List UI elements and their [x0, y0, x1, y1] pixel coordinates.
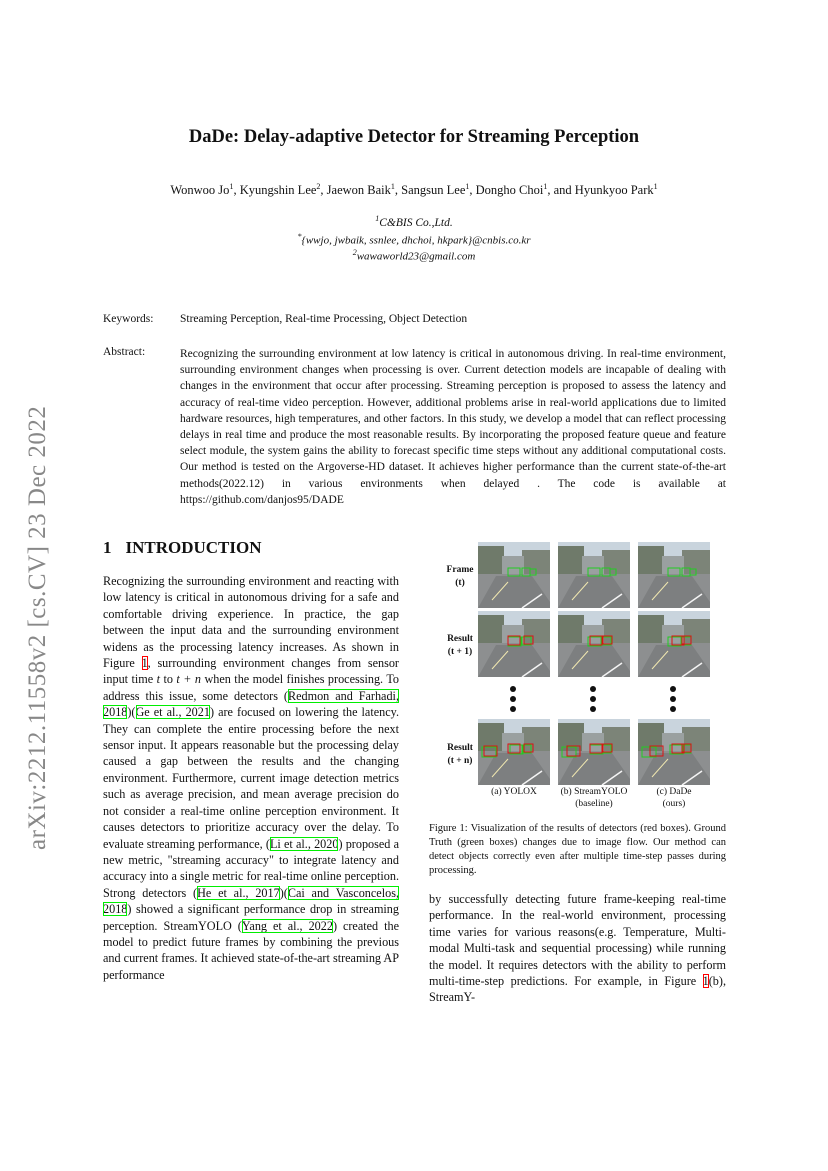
citation-link[interactable]: Ge et al., 2021 — [135, 705, 210, 720]
keywords: Streaming Perception, Real-time Processing, Object Detection — [180, 313, 468, 325]
abstract-label: Abstract: — [103, 346, 146, 358]
street-scene-thumbnail — [478, 542, 550, 608]
abstract: Recognizing the surrounding environment at low latency is critical in autonomous driving. In real-time environment, surrounding environment changes when processing is over. Current detection models are incapable of dealing with changes in the environment that occur after processing. Streaming perception is proposed to assess the latency and accuracy of real-time video perception. However, additional problems arise in real-world applications due to limited hardware resources, high temperatures, and other factors. In this study, we develop a model that can reflect processing delays in real time and produce the most reasonable results. By incorporating the proposed feature queue and feature select module, the system gains the ability to forecast specific time steps without any additional computational costs. Our method is tested on the Argoverse-HD dataset. It achieves higher performance than the current state-of-the-art methods(2022.12) in various environments when delayed . The code is available at https://github.com/danjos95/DADE — [180, 348, 726, 506]
figure-caption: Figure 1: Visualization of the results of detectors (red boxes). Ground Truth (green boxes) changes due to image flow. Our method can detect objects correctly even after multiple time-step passes during processing. — [429, 823, 726, 876]
keywords-label: Keywords: — [103, 313, 154, 325]
section-heading: 1 INTRODUCTION — [103, 538, 262, 557]
row-label-frame: Frame (t) — [446, 565, 474, 588]
right-column-paragraph: by successfully detecting future frame-keeping real-time performance. In the real-world environment, processing time varies for various reasons(e.g. Temperature, Multi-modal Multi-task and sequential processing) while running the model. It requires detectors with the ability to perform multi-time-step predictions. For example, in Figure 1(b), StreamY- — [429, 892, 726, 1005]
citation-link[interactable]: Cai and Vasconcelos, 2018 — [103, 885, 399, 917]
column-label-streamyolo: (b) StreamYOLO (baseline) — [560, 787, 628, 809]
ellipsis-dots — [589, 686, 597, 716]
row-label-result-tn: Result (t + n) — [447, 743, 473, 766]
row-label-result-t1: Result (t + 1) — [447, 634, 473, 657]
street-scene-thumbnail — [558, 719, 630, 785]
author-list: Wonwoo Jo$^1$, Kyungshin Lee$^2$, Jaewon Baik$^1$, Sangsun Lee$^1$, Dongho Choi$^1$, and Hyunkyoo Park$^1$ — [170, 182, 658, 198]
citation-link[interactable]: He et al., 2017 — [197, 885, 280, 900]
citation-link[interactable]: Yang et al., 2022 — [241, 918, 333, 933]
author: Wonwoo Jo$^1$ — [170, 182, 234, 198]
author: Dongho Choi$^1$ — [475, 182, 548, 198]
author: Hyunkyoo Park$^1$ — [574, 182, 658, 198]
street-scene-thumbnail — [558, 542, 630, 608]
citation-link[interactable]: Li et al., 2020 — [269, 836, 339, 851]
intro-paragraph: Recognizing the surrounding environment and reacting with low latency is critical in autonomous driving for a safe and comfortable driving experience. In practice, the gap between the input data and the surrounding environment widens as the processing latency increases. As shown in Figure 1, surrounding environment changes from sensor input time t to t + n when the model finishes processing. To address this issue, some detectors (Redmon and Farhadi, 2018)(Ge et al., 2021) are focused on lowering the latency. They can complete the entire processing before the next sensor input. It appears reasonable but the processing delay caused a gap between the results and the changing environment. Furthermore, current image detection metrics such as average precision, and mean average precision do not consider a real-time online perception environment. It causes detectors to prioritize accuracy over the delay. To evaluate streaming performance, (Li et al., 2020) proposed a new metric, "streaming accuracy" to integrate latency and accuracy into a single metric for real-time online perception. Strong detectors (He et al., 2017)(Cai and Vasconcelos, 2018) showed a significant performance drop in streaming perception. StreamYOLO (Yang et al., 2022) created the model to predict future frames by combining the previous and current frames. It achieved state-of-the-art streaming AP performance — [103, 574, 400, 982]
figure-link[interactable]: 1 — [702, 974, 709, 989]
figure-link[interactable]: 1 — [141, 656, 148, 671]
email-line-1: *{wwjo, jwbaik, ssnlee, dhchoi, hkpark}@cnbis.co.kr — [297, 232, 531, 247]
street-scene-thumbnail — [478, 719, 550, 785]
affiliation: $^1$C&BIS Co.,Ltd. — [375, 214, 453, 229]
arxiv-side-stamp: arXiv:2212.11558v2 [cs.CV] 23 Dec 2022 — [24, 405, 51, 850]
paper-title: DaDe: Delay-adaptive Detector for Streaming Perception — [188, 127, 640, 147]
street-scene-thumbnail — [638, 719, 710, 785]
author: Sangsun Lee$^1$ — [401, 182, 470, 198]
ellipsis-dots — [509, 686, 517, 716]
citation-link[interactable]: Redmon and Farhadi, 2018 — [103, 688, 399, 720]
street-scene-thumbnail — [478, 611, 550, 677]
column-label-yolox: (a) YOLOX — [491, 787, 537, 797]
author: Jaewon Baik$^1$ — [326, 182, 395, 198]
author: Kyungshin Lee$^2$ — [239, 182, 321, 198]
street-scene-thumbnail — [638, 611, 710, 677]
street-scene-thumbnail — [638, 542, 710, 608]
ellipsis-dots — [669, 686, 677, 716]
email-line-2: $^2$wawaworld23@gmail.com — [352, 248, 476, 263]
column-label-dade: (c) DaDe (ours) — [656, 787, 692, 809]
street-scene-thumbnail — [558, 611, 630, 677]
